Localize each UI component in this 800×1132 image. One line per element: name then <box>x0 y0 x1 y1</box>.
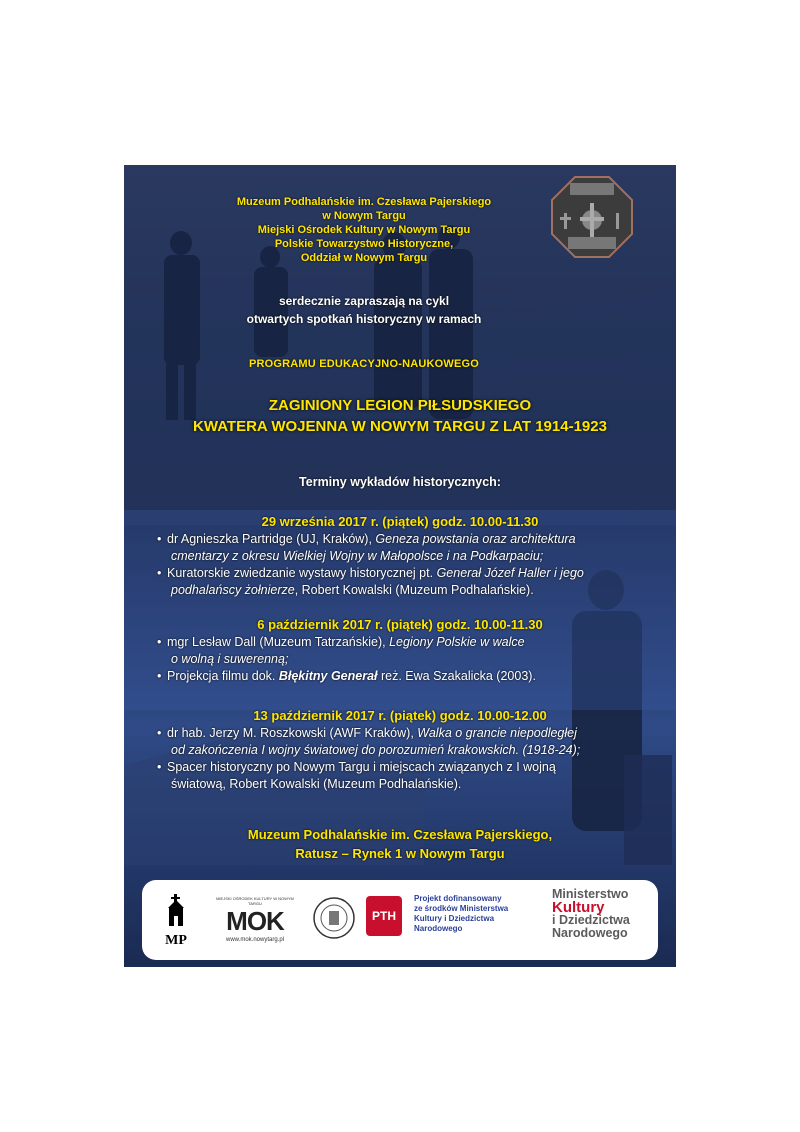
session-items <box>157 634 657 685</box>
mok-logo <box>210 896 300 950</box>
item-text: Kuratorskie zwiedzanie wystawy historycznej pt. <box>167 566 437 580</box>
organizer-line: Muzeum Podhalańskie im. Czesława Pajerskiego <box>236 196 492 208</box>
invitation-line: serdecznie zapraszają na cykl <box>278 294 450 308</box>
organizer-line: Polskie Towarzystwo Historyczne, <box>274 238 454 250</box>
session-date: 6 październik 2017 r. (piątek) godz. 10.00-11.30 <box>257 617 543 632</box>
organizer-line: Oddział w Nowym Targu <box>300 252 428 264</box>
funding-line: ze środków Ministerstwa <box>414 904 509 913</box>
pth-seal-icon <box>312 896 356 940</box>
item-text: Spacer historyczny po Nowym Targu i miejscach związanych z I wojną <box>167 760 556 774</box>
item-italic: Generał Józef Haller i jego <box>436 566 584 580</box>
item-italic: od zakończenia I wojny światowej do porozumień krakowskich. (1918-24); <box>171 743 581 757</box>
program-label: PROGRAMU EDUKACYJNO-NAUKOWEGO <box>248 358 480 370</box>
mok-caption: MIEJSKI OŚRODEK KULTURY W NOWYM TARGU <box>216 896 294 906</box>
title-line: KWATERA WOJENNA W NOWYM TARGU Z LAT 1914-1923 <box>193 418 607 435</box>
ministry-line: Kultury <box>552 899 605 916</box>
pth-logo: PTH <box>366 896 402 936</box>
session-items <box>157 531 657 599</box>
organizers <box>184 195 544 265</box>
organizer-line: w Nowym Targu <box>322 210 406 222</box>
poster-title <box>124 395 676 437</box>
list-item: • Kuratorskie zwiedzanie wystawy historycznej pt. Generał Józef Haller i jego podhalańscy żołnierze, Robert Kowalski (Muzeum Podhalańskie). <box>157 566 584 597</box>
poster <box>124 165 676 967</box>
list-item: • dr Agnieszka Partridge (UJ, Kraków), Geneza powstania oraz architektura cmentarzy z okresu Wielkiej Wojny w Małopolsce i na Podkarpaciu; <box>157 532 576 563</box>
item-italic: cmentarzy z okresu Wielkiej Wojny w Małopolsce i na Podkarpaciu; <box>171 549 544 563</box>
item-text: reż. Ewa Szakalicka (2003). <box>377 669 536 683</box>
church-icon <box>156 894 196 928</box>
sponsor-logos-bar <box>142 880 658 960</box>
item-text: , Robert Kowalski (Muzeum Podhalańskie). <box>294 583 534 597</box>
invitation <box>184 292 544 328</box>
list-item: • Projekcja filmu dok. Błękitny Generał reż. Ewa Szakalicka (2003). <box>157 669 536 683</box>
venue-line: Ratusz – Rynek 1 w Nowym Targu <box>295 846 505 861</box>
item-italic: Walka o grancie niepodległej <box>417 726 577 740</box>
funding-line: Projekt dofinansowany <box>414 894 502 903</box>
invitation-line: otwartych spotkań historyczny w ramach <box>246 312 482 326</box>
mok-url: www.mok.nowytarg.pl <box>225 937 285 943</box>
ministry-line: Ministerstwo <box>552 887 629 901</box>
funding-line: Narodowego <box>414 924 463 933</box>
legion-emblem-icon <box>550 175 634 259</box>
organizer-line: Miejski Ośrodek Kultury w Nowym Targu <box>257 224 471 236</box>
mp-logo <box>156 894 196 948</box>
item-italic: Geneza powstania oraz architektura <box>375 532 576 546</box>
item-text: mgr Lesław Dall (Muzeum Tatrzańskie), <box>167 635 390 649</box>
ministry-line: Narodowego <box>552 926 628 940</box>
item-italic: Legiony Polskie w walce <box>389 635 525 649</box>
title-line: ZAGINIONY LEGION PIŁSUDSKIEGO <box>268 397 532 414</box>
funding-line: Kultury i Dziedzictwa <box>414 914 495 923</box>
session-items <box>157 725 657 793</box>
ministry-line: i Dziedzictwa <box>552 913 630 927</box>
item-text: dr hab. Jerzy M. Roszkowski (AWF Kraków), <box>167 726 418 740</box>
list-item: • dr hab. Jerzy M. Roszkowski (AWF Kraków), Walka o grancie niepodległej od zakończenia I wojny światowej do porozumień krakowskich. (1918-24); <box>157 726 581 757</box>
venue <box>124 825 676 863</box>
item-italic: podhalańscy żołnierze <box>171 583 295 597</box>
list-item: • Spacer historyczny po Nowym Targu i miejscach związanych z I wojną światową, Robert Kowalski (Muzeum Podhalańskie). <box>157 760 556 791</box>
item-italic: Błękitny Generał <box>278 669 378 683</box>
ministry-logo <box>552 888 652 940</box>
session-date: 29 września 2017 r. (piątek) godz. 10.00-11.30 <box>261 514 539 529</box>
session-date: 13 październik 2017 r. (piątek) godz. 10.00-12.00 <box>253 708 547 723</box>
list-item: • mgr Lesław Dall (Muzeum Tatrzańskie), Legiony Polskie w walce o wolną i suwerenną; <box>157 635 525 666</box>
item-text: dr Agnieszka Partridge (UJ, Kraków), <box>167 532 376 546</box>
funding-note <box>414 894 544 934</box>
mp-text: MP <box>165 933 187 948</box>
item-text: światową, Robert Kowalski (Muzeum Podhalańskie). <box>171 777 462 791</box>
mok-text: MOK <box>226 906 284 936</box>
venue-line: Muzeum Podhalańskie im. Czesława Pajerskiego, <box>247 827 553 842</box>
item-text: Projekcja filmu dok. <box>167 669 279 683</box>
item-italic: o wolną i suwerenną; <box>171 652 289 666</box>
terms-heading: Terminy wykładów historycznych: <box>299 475 501 489</box>
